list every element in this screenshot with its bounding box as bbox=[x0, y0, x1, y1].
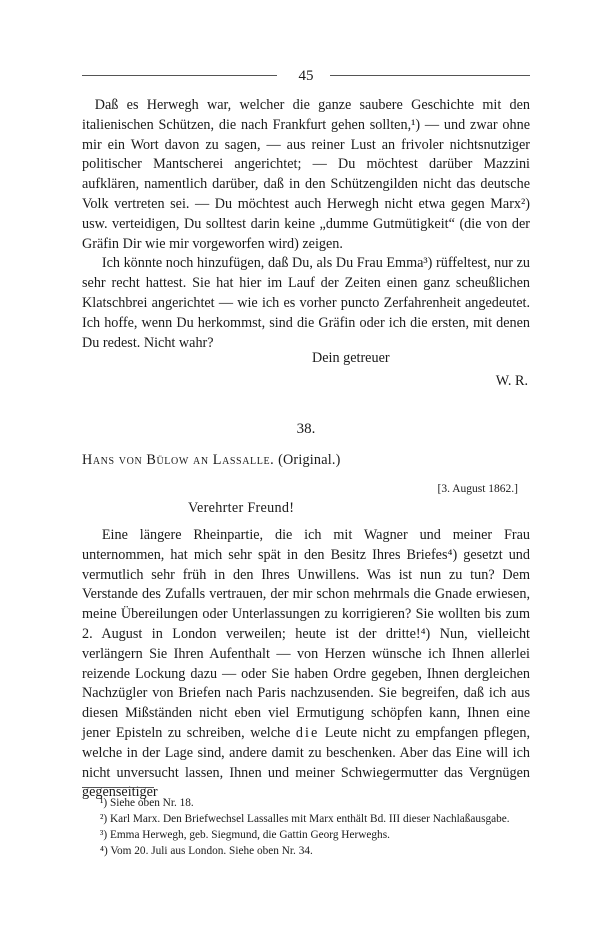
body-text: Eine längere Rheinpartie, die ich mit Wagner und meiner Frau unternommen, hat mich sehr spät in den Besitz Ihres Briefes⁴) gesetzt und vermutlich sehr früh in den Ihres Unwillens. Was ist nun zu tun? Dem Verstande des Zufalls vertrauen, der mir schon mehrmals die Gnade erwiesen, meine Übereilungen oder Unterlassungen zu korrigieren? Sie wollten bis zum 2. August in London verweilen; heute ist der dritte!⁴) Nun, vielleicht verlängern Sie Ihren Aufenthalt — von Herzen wünsche ich Ihnen allerlei reizende Lockung dazu — oder Sie haben Ordre gegeben, Ihnen dergleichen Nachzügler von Briefen nach Paris nachzusenden. Sie begreifen, daß ich aus diesen Mißständen nicht eben viel Ermutigung schöpfen kann, Ihnen eine jener Episteln zu schreiben, welche bbox=[82, 527, 530, 741]
body-text: Leute nicht zu empfangen pflegen, welche in der Lage sind, andere damit zu beschenken. Aber das Eine will ich nicht unversucht lassen, Ihnen und meiner Schwiegermutter das Vergnügen gegenseitiger bbox=[82, 724, 530, 801]
footnote: ¹) Siehe oben Nr. 18. bbox=[100, 797, 194, 809]
letter-title-note: (Original.) bbox=[278, 452, 341, 468]
footnote: ³) Emma Herwegh, geb. Siegmund, die Gattin Georg Herweghs. bbox=[100, 829, 390, 841]
footnote-rule bbox=[82, 787, 154, 788]
previous-letter-ending bbox=[82, 96, 530, 353]
page-number: 45 bbox=[298, 68, 314, 84]
letter-title bbox=[82, 452, 341, 469]
letter-title-main: Hans von Bülow an Lassalle. bbox=[82, 452, 275, 468]
letter-number: 38. bbox=[296, 421, 316, 437]
letter-body bbox=[82, 526, 530, 803]
letter-signature: W. R. bbox=[495, 373, 528, 389]
footnote: ⁴) Vom 20. Juli aus London. Siehe oben Nr. 34. bbox=[100, 845, 313, 857]
footnote: ²) Karl Marx. Den Briefwechsel Lassalles mit Marx enthält Bd. III dieser Nachlaßausgabe. bbox=[100, 813, 510, 825]
emphasized-word: die bbox=[295, 724, 320, 741]
paragraph: Ich könnte noch hinzufügen, daß Du, als Du Frau Emma³) rüffeltest, nur zu sehr recht hattest. Sie hat hier im Lauf der Zeiten einen ganz scheußlichen Klatschbrei angerichtet — wie ich es vorher puncto Zerfahrenheit angedeutet. Ich hoffe, wenn Du herkommst, sind die Gräfin oder ich die ersten, mit denen Du redest. Nicht wahr? bbox=[82, 255, 530, 351]
running-header bbox=[82, 68, 530, 84]
footnotes bbox=[82, 795, 530, 859]
paragraph bbox=[82, 526, 530, 803]
paragraph: Daß es Herwegh war, welcher die ganze saubere Geschichte mit den italienischen Schützen, die nach Frankfurt gehen sollten,¹) — und zwar ohne mir ein Wort davon zu sagen, — aus reiner Lust an frivoler nichtsnutziger politischer Mantscherei angerichtet; — Du möchtest darüber Mazzini aufklären, namentlich darüber, daß in den Schützengilden nicht das deutsche Volk vertreten sei. — Du möchtest auch Herwegh nicht etwa gegen Marx²) usw. verteidigen, Du solltest darin keine „dumme Gutmütigkeit“ (die von der Gräfin Dir wie mir vorgeworfen wird) zeigen. bbox=[82, 97, 530, 252]
header-rule-right bbox=[330, 75, 530, 76]
letter-salutation: Verehrter Freund! bbox=[188, 500, 295, 516]
letter-date: [3. August 1862.] bbox=[437, 483, 518, 495]
letter-closing: Dein getreuer bbox=[312, 350, 390, 366]
